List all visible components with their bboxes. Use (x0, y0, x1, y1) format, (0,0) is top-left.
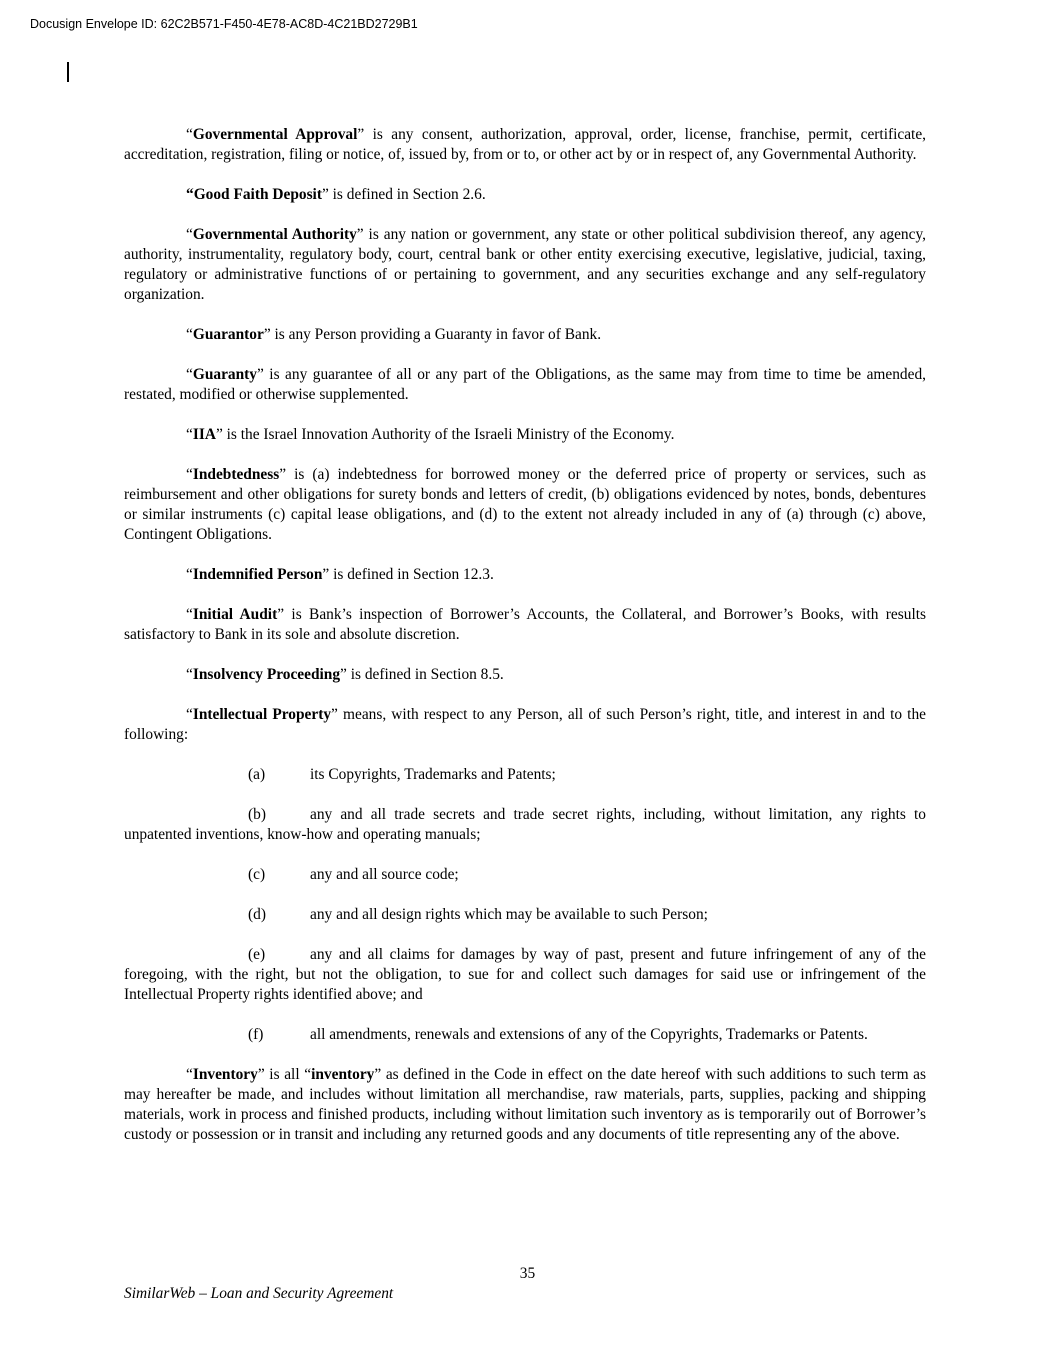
defined-term: Intellectual Property (192, 706, 332, 723)
defined-term: Governmental Authority (192, 226, 357, 243)
definition-paragraph: “Inventory” is all “inventory” as defined in the Code in effect on the date hereof with such additions to such term as may hereafter be made, and includes without limitation all merchandise, raw materials, parts, supplies, packing and shipping materials, work in process and finished products, including without limitation such inventory as is temporarily out of Borrower’s custody or possession or in transit and including any returned goods and any documents of title representing any of the above. (124, 1066, 926, 1143)
defined-term: Initial Audit (192, 606, 278, 623)
defined-term: “Good Faith Deposit (186, 186, 322, 203)
defined-term: Indebtedness (192, 466, 280, 483)
ip-list-item (124, 945, 926, 1005)
definition-paragraph: “Governmental Authority” is any nation or government, any state or other political subdivision thereof, any agency, authority, instrumentality, regulatory body, court, central bank or other entity exercising executive, legislative, judicial, taxing, regulatory or administrative functions of or pertaining to government, and any securities exchange and any self-regulatory organization. (124, 226, 927, 303)
ip-item-text: its Copyrights, Trademarks and Patents; (310, 766, 556, 783)
document-footer: SimilarWeb – Loan and Security Agreement (124, 1285, 394, 1302)
definition-paragraph: “IIA” is the Israel Innovation Authority of the Israeli Ministry of the Economy. (186, 426, 675, 443)
revision-change-bar (67, 62, 69, 82)
definition-paragraph: “Intellectual Property” means, with respect to any Person, all of such Person’s right, title, and interest in and to the following: (124, 706, 926, 743)
ip-item-label: (a) (248, 766, 266, 783)
definition-paragraph: “Initial Audit” is Bank’s inspection of Borrower’s Accounts, the Collateral, and Borrower’s Books, with results satisfactory to Bank in its sole and absolute discretion. (124, 606, 926, 643)
ip-item-text: all amendments, renewals and extensions of any of the Copyrights, Trademarks or Patents. (310, 1026, 868, 1043)
defined-term: inventory (311, 1066, 375, 1083)
defined-term: Guaranty (192, 366, 257, 383)
page-number: 35 (519, 1265, 536, 1282)
definition-paragraph: “Governmental Approval” is any consent, authorization, approval, order, license, franchise, permit, certificate, accreditation, registration, filing or notice, of, issued by, from or to, or other act by or in respect of, any Governmental Authority. (124, 126, 926, 163)
ip-item-text: any and all trade secrets and trade secret rights, including, without limitation, any rights to unpatented inventions, know-how and operating manuals; (124, 806, 926, 843)
docusign-envelope-id: Docusign Envelope ID: 62C2B571-F450-4E78-AC8D-4C21BD2729B1 (30, 17, 418, 31)
ip-item-label: (c) (248, 866, 266, 883)
ip-list-item (124, 1025, 926, 1045)
ip-item-text: any and all claims for damages by way of past, present and future infringement of any of the foregoing, with the right, but not the obligation, to sue for and collect such damages for said use or infringement of the Intellectual Property rights identified above; and (124, 946, 926, 1003)
defined-term: IIA (192, 426, 216, 443)
defined-term: Governmental Approval (192, 126, 358, 143)
defined-term: Indemnified Person (192, 566, 323, 583)
definition-paragraph: “Indemnified Person” is defined in Section 12.3. (186, 566, 494, 583)
ip-list-item (124, 865, 926, 885)
definition-paragraph: “Indebtedness” is (a) indebtedness for borrowed money or the deferred price of property or services, such as reimbursement and other obligations for surety bonds and letters of credit, (b) obligations evidenced by notes, bonds, debentures or similar instruments (c) capital lease obligations, and (d) to the extent not already included in any of (a) through (c) above, Contingent Obligations. (124, 466, 926, 543)
ip-item-label: (b) (248, 806, 266, 823)
ip-item-label: (d) (248, 906, 266, 923)
ip-item-label: (e) (248, 946, 266, 963)
defined-term: Inventory (192, 1066, 258, 1083)
document-body (124, 125, 926, 1165)
ip-item-text: any and all design rights which may be available to such Person; (310, 906, 708, 923)
definition-paragraph: “Good Faith Deposit” is defined in Section 2.6. (186, 186, 486, 203)
ip-item-label: (f) (248, 1026, 264, 1043)
ip-list-item (124, 905, 926, 925)
ip-list-item (124, 765, 926, 785)
ip-item-text: any and all source code; (310, 866, 459, 883)
definition-paragraph: “Guarantor” is any Person providing a Guaranty in favor of Bank. (186, 326, 602, 343)
definition-paragraph: “Insolvency Proceeding” is defined in Section 8.5. (186, 666, 504, 683)
defined-term: Guarantor (192, 326, 264, 343)
definition-paragraph: “Guaranty” is any guarantee of all or any part of the Obligations, as the same may from time to time be amended, restated, modified or otherwise supplemented. (124, 366, 926, 403)
ip-list-item (124, 805, 926, 845)
defined-term: Insolvency Proceeding (192, 666, 341, 683)
